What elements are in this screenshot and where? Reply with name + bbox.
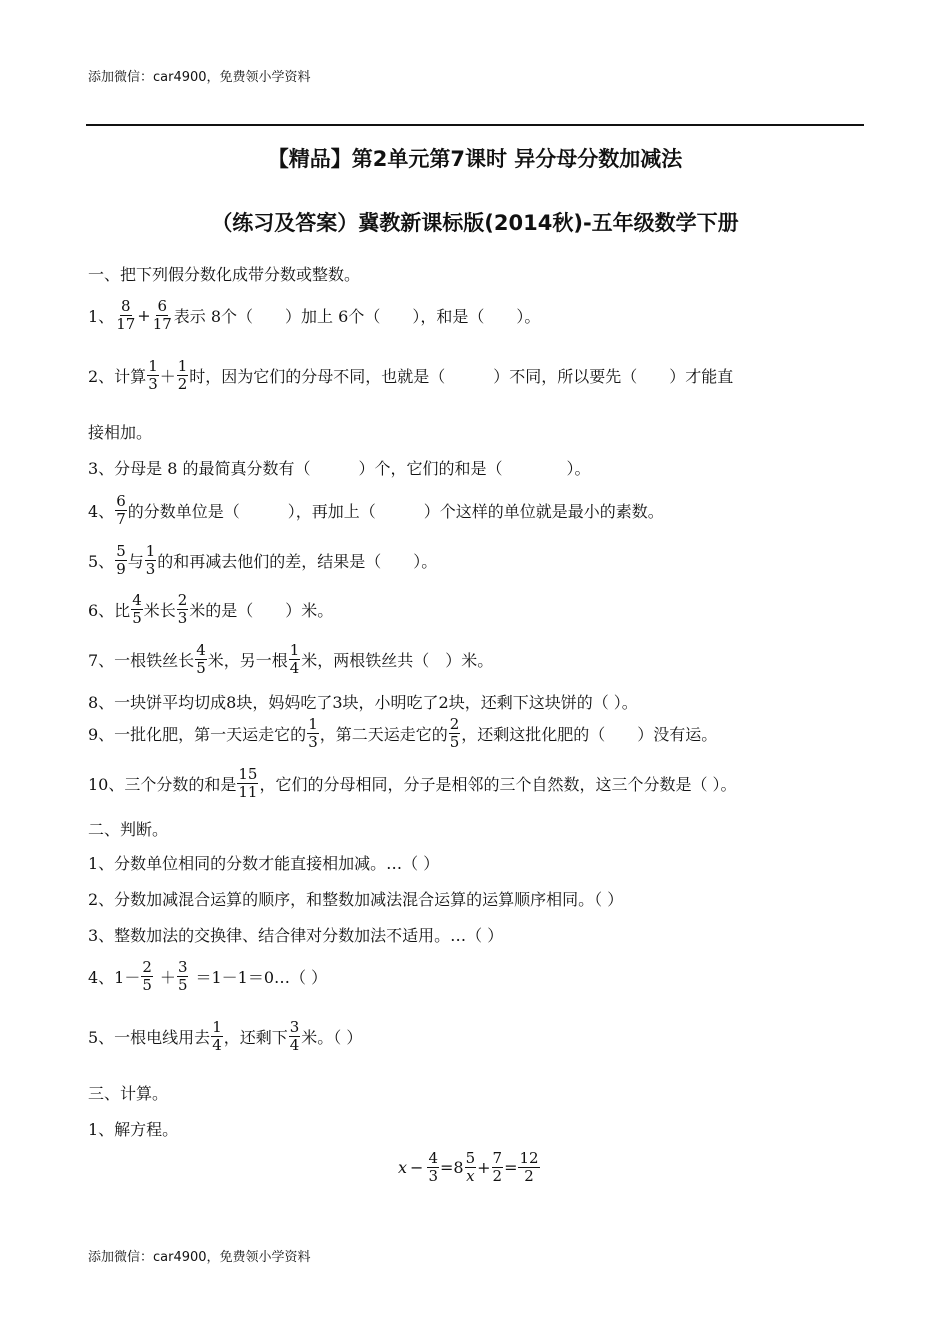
fraction — [518, 1150, 539, 1185]
question-text: 米。（ ） — [301, 1028, 363, 1047]
question-prefix: 9、一批化肥，第一天运走它的 — [88, 725, 307, 744]
question-9 — [88, 716, 717, 751]
judgement-2: 2、分数加减混合运算的顺序，和整数加减法混合运算的运算顺序相同。（ ） — [88, 890, 624, 909]
judgement-1: 1、分数单位相同的分数才能直接相加减。…（ ） — [88, 854, 440, 873]
q-number: 5、 — [88, 552, 115, 571]
fraction — [289, 1019, 301, 1054]
question-text: ＝1－1＝0…（ ） — [195, 968, 328, 987]
denominator: 7 — [116, 510, 126, 528]
question-text: 的分数单位是（ ），再加上（ ）个这样的单位就是最小的素数。 — [127, 502, 664, 521]
denominator: 4 — [289, 1036, 300, 1054]
fraction — [115, 543, 127, 578]
connector-text: ，第二天运走它的 — [319, 725, 448, 744]
question-text: 时，因为它们的分母不同，也就是（ ）不同，所以要先（ ）才能直 — [189, 367, 734, 386]
question-4 — [88, 493, 664, 528]
numerator: 1 — [212, 1018, 222, 1036]
numerator: 15 — [238, 765, 258, 783]
fraction — [115, 493, 127, 528]
numerator: 4 — [428, 1149, 438, 1167]
fraction — [465, 1150, 477, 1185]
denominator: 5 — [142, 976, 152, 994]
plus-sign: ＋ — [159, 367, 176, 386]
denominator: 3 — [145, 560, 156, 578]
connector-text: 米长 — [143, 601, 176, 620]
q-number: 4、 — [88, 502, 115, 521]
judgement-3: 3、整数加法的交换律、结合律对分数加法不适用。…（ ） — [88, 926, 504, 945]
numerator: 2 — [177, 591, 188, 609]
fraction — [237, 766, 258, 801]
fraction — [145, 543, 157, 578]
section2-heading: 二、判断。 — [88, 820, 169, 839]
equals-sign: = — [504, 1158, 518, 1177]
denominator: 5 — [449, 733, 460, 751]
numerator: 5 — [116, 542, 126, 560]
question-prefix: 2、计算 — [88, 367, 147, 386]
numerator: 1 — [289, 641, 300, 659]
equation — [398, 1150, 541, 1185]
denominator: 2 — [492, 1167, 503, 1185]
denominator: 3 — [308, 733, 318, 751]
question-prefix: 7、一根铁丝长 — [88, 651, 195, 670]
question-text: ，还剩这批化肥的（ ）没有运。 — [461, 725, 718, 744]
numerator: 7 — [492, 1149, 503, 1167]
fraction — [492, 1150, 504, 1185]
variable-x: x — [398, 1158, 408, 1177]
question-prefix: 5、一根电线用去 — [88, 1028, 211, 1047]
fraction — [449, 716, 461, 751]
fraction — [195, 642, 207, 677]
denominator: 2 — [524, 1167, 534, 1185]
numerator: 1 — [145, 542, 156, 560]
denominator: 5 — [196, 659, 206, 677]
fraction — [427, 1150, 439, 1185]
numerator: 8 — [120, 297, 131, 315]
numerator: 6 — [157, 297, 167, 315]
footer-watermark: 添加微信：car4900，免费领小学资料 — [88, 1250, 311, 1265]
q-number: 1、 — [88, 307, 115, 326]
fraction — [177, 592, 189, 627]
question-7 — [88, 642, 493, 677]
denominator: 2 — [177, 375, 188, 393]
denominator: 4 — [289, 659, 300, 677]
denominator: 3 — [177, 609, 188, 627]
question-text: 米的是（ ）米。 — [189, 601, 334, 620]
section1-heading: 一、把下列假分数化成带分数或整数。 — [88, 265, 361, 284]
fraction — [147, 358, 159, 393]
question-2-continuation: 接相加。 — [88, 423, 153, 442]
denominator: 5 — [132, 609, 142, 627]
question-text: 米，两根铁丝共（ ）米。 — [301, 651, 494, 670]
question-prefix: 10、三个分数的和是 — [88, 775, 237, 794]
question-prefix: 4、1－ — [88, 968, 141, 987]
connector-text: 米，另一根 — [207, 651, 288, 670]
fraction — [211, 1019, 223, 1054]
fraction — [307, 716, 319, 751]
fraction — [141, 959, 153, 994]
question-5 — [88, 543, 437, 578]
header-rule — [86, 124, 864, 126]
denominator: 3 — [148, 375, 158, 393]
question-text: 的和再减去他们的差，结果是（ ）。 — [157, 552, 438, 571]
equals-sign: =8 — [439, 1158, 464, 1177]
numerator: 2 — [142, 958, 152, 976]
connector-text: 与 — [127, 552, 144, 571]
numerator: 12 — [519, 1149, 539, 1167]
question-8: 8、一块饼平均切成8块，妈妈吃了3块，小明吃了2块，还剩下这块饼的（ ）。 — [88, 693, 638, 712]
question-1 — [88, 298, 540, 333]
fraction — [131, 592, 143, 627]
numerator: 3 — [177, 958, 188, 976]
denominator: 17 — [152, 315, 172, 333]
question-text: 表示 8个（ ）加上 6个（ ），和是（ ）。 — [173, 307, 541, 326]
question-2 — [88, 358, 733, 393]
denominator: 5 — [177, 976, 188, 994]
header-watermark: 添加微信：car4900，免费领小学资料 — [88, 70, 311, 85]
fraction — [289, 642, 301, 677]
plus-sign: + — [477, 1158, 491, 1177]
numerator: 1 — [308, 715, 318, 733]
numerator: 2 — [449, 715, 460, 733]
denominator: 11 — [238, 783, 258, 801]
fraction — [177, 358, 189, 393]
numerator: 5 — [465, 1149, 476, 1167]
numerator: 1 — [177, 357, 188, 375]
numerator: 6 — [116, 492, 126, 510]
connector-text: ，还剩下 — [223, 1028, 288, 1047]
denominator: 9 — [116, 560, 126, 578]
numerator: 3 — [289, 1018, 300, 1036]
numerator: 4 — [132, 591, 142, 609]
question-prefix: 6、比 — [88, 601, 131, 620]
denominator: 17 — [116, 315, 136, 333]
doc-title-line1: 【精品】第2单元第7课时 异分母分数加减法 — [267, 147, 683, 171]
question-3: 3、分母是 8 的最简真分数有（ ）个，它们的和是（ ）。 — [88, 459, 591, 478]
question-6 — [88, 592, 333, 627]
numerator: 4 — [196, 641, 206, 659]
denominator: 3 — [428, 1167, 438, 1185]
question-10 — [88, 766, 737, 801]
section3-heading: 三、计算。 — [88, 1084, 169, 1103]
doc-title-line2: （练习及答案）冀教新课标版(2014秋)-五年级数学下册 — [211, 211, 739, 235]
plus-sign: ＋ — [159, 968, 176, 987]
denominator: 4 — [212, 1036, 222, 1054]
fraction — [152, 298, 173, 333]
question-text: ，它们的分母相同，分子是相邻的三个自然数，这三个分数是（ ）。 — [259, 775, 737, 794]
fraction — [177, 959, 189, 994]
plus-sign: + — [137, 306, 151, 325]
minus-sign: − — [410, 1158, 424, 1177]
judgement-5 — [88, 1019, 362, 1054]
judgement-4 — [88, 959, 327, 994]
section3-sub1: 1、解方程。 — [88, 1120, 179, 1139]
fraction — [115, 298, 136, 333]
denominator: x — [466, 1167, 475, 1185]
numerator: 1 — [148, 357, 158, 375]
